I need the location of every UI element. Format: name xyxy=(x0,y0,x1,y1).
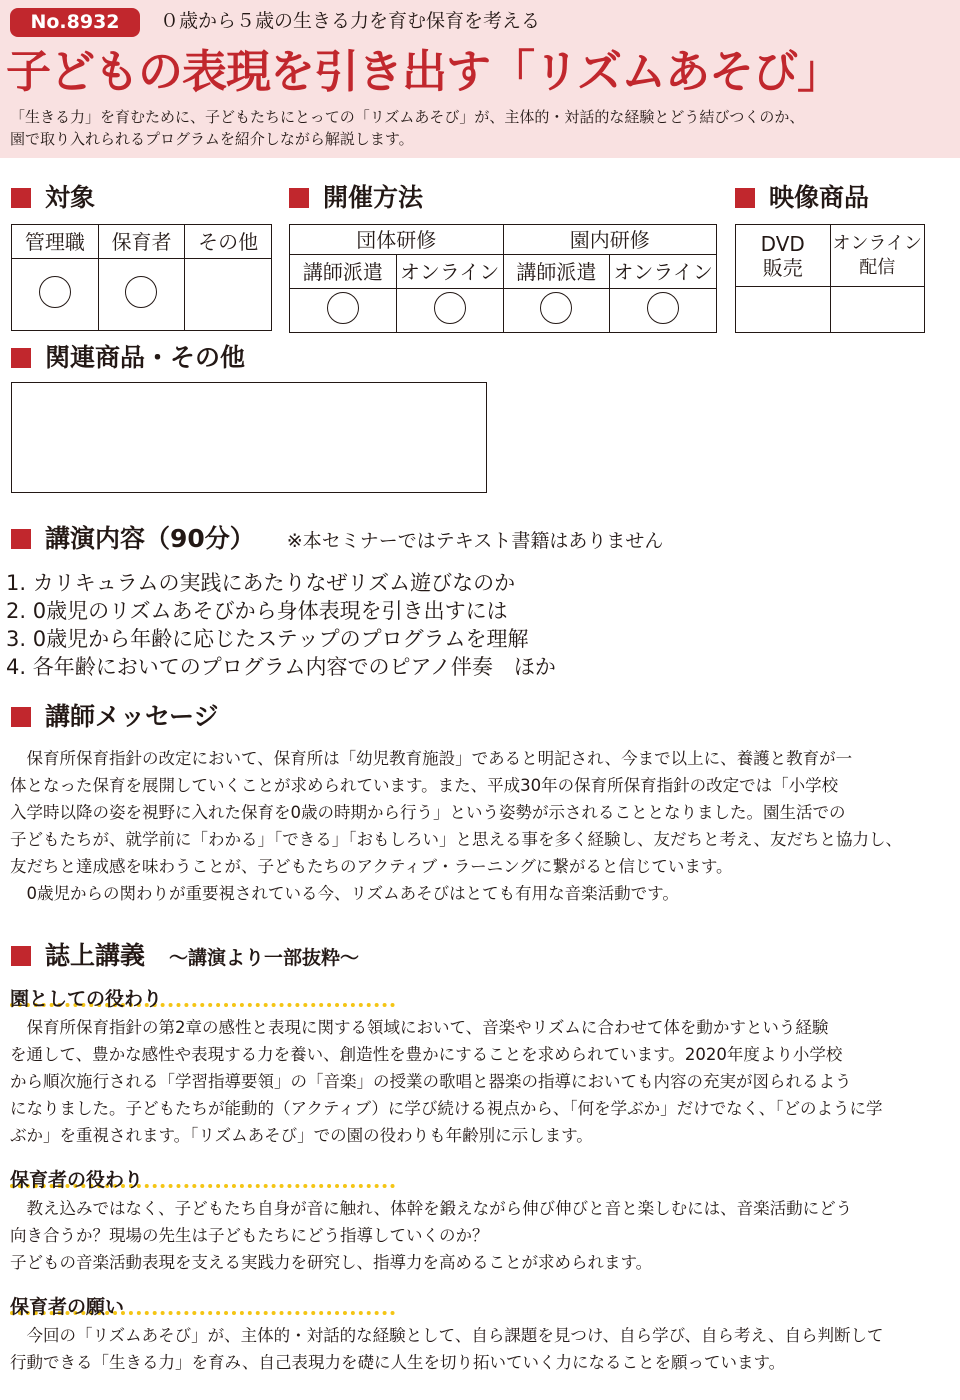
header-banner xyxy=(0,0,960,158)
target-mark-cell xyxy=(98,259,185,331)
lecture-note: ※本セミナーではテキスト書籍はありません xyxy=(286,530,664,552)
method-heading: 開催方法 xyxy=(289,182,423,214)
square-bullet-icon xyxy=(11,348,31,368)
lecture-item: 1. カリキュラムの実践にあたりなぜリズム遊びなのか xyxy=(6,571,516,595)
method-mark-cell xyxy=(610,289,717,333)
lecture-item: 4. 各年齢においてのプログラム内容でのピアノ伴奏 ほか xyxy=(6,655,556,679)
related-box xyxy=(11,382,487,493)
circle-mark-icon xyxy=(125,276,157,308)
method-mark-cell xyxy=(290,289,397,333)
lecture-item: 3. 0歳児から年齢に応じたステップのプログラムを理解 xyxy=(6,627,529,651)
method-col-header: オンライン xyxy=(610,255,717,289)
method-group-header: 団体研修 xyxy=(290,225,504,255)
target-col-header: 保育者 xyxy=(98,225,185,259)
excerpt-line: から順次施行される「学習指導要領」の「音楽」の授業の歌唱と器楽の指導においても内容の充実が図られるよう xyxy=(10,1072,852,1091)
excerpt-line: ぶか」を重視されます。「リズムあそび」での園の役わりも年齢別に示します。 xyxy=(10,1126,593,1145)
circle-mark-icon xyxy=(540,292,572,324)
message-line: 子どもたちが、就学前に「わかる」「できる」「おもしろい」と思える事を多く経験し、友だちと考え、友だちと協力し、 xyxy=(10,830,902,849)
square-bullet-icon xyxy=(11,707,31,727)
method-mark-cell xyxy=(396,289,503,333)
excerpt-line: 子どもの音楽活動表現を支える実践力を研究し、指導力を高めることが求められます。 xyxy=(10,1253,653,1272)
video-table xyxy=(735,224,925,333)
message-body xyxy=(10,745,955,907)
target-col-header: その他 xyxy=(185,225,272,259)
excerpt-line: 向き合うか？現場の先生は子どもたちにどう指導していくのか？ xyxy=(10,1226,489,1245)
video-mark-cell xyxy=(736,287,831,333)
page-title: 子どもの表現を引き出す「リズムあそび」 xyxy=(6,45,842,98)
excerpt-line: になりました。子どもたちが能動的（アクティブ）に学び続ける視点から、「何を学ぶか」だけでなく、「どのように学 xyxy=(10,1099,883,1118)
circle-mark-icon xyxy=(39,276,71,308)
excerpt-section-body xyxy=(10,1195,955,1276)
square-bullet-icon xyxy=(11,529,31,549)
square-bullet-icon xyxy=(289,188,309,208)
excerpt-line: 行動できる「生きる力」を育み、自己表現力を礎に人生を切り拓いていく力になることを願っています。 xyxy=(10,1353,786,1372)
method-col-header: 講師派遣 xyxy=(503,255,610,289)
message-line: 保育所保育指針の改定において、保育所は「幼児教育施設」であると明記され、今まで以上に、養護と教育が一 xyxy=(10,749,853,768)
lecture-item: 2. 0歳児のリズムあそびから身体表現を引き出すには xyxy=(6,599,508,623)
target-heading: 対象 xyxy=(11,182,95,214)
method-col-header: 講師派遣 xyxy=(290,255,397,289)
message-line: 入学時以降の姿を視野に入れた保育を0歳の時期から行う」という姿勢が示されることとなりました。園生活での xyxy=(10,803,846,822)
square-bullet-icon xyxy=(11,946,31,966)
intro-line: 「生きる力」を育むために、子どもたちにとっての「リズムあそび」が、主体的・対話的な経験とどう結びつくのか、 xyxy=(10,108,805,126)
method-group-header: 園内研修 xyxy=(503,225,717,255)
video-mark-cell xyxy=(830,287,925,333)
intro-line: 園で取り入れられるプログラムを紹介しながら解説します。 xyxy=(10,130,414,148)
excerpt-line: 教え込みではなく、子どもたち自身が音に触れ、体幹を鍛えながら伸び伸びと音と楽しむには、音楽活動にどう xyxy=(10,1199,853,1218)
message-heading: 講師メッセージ xyxy=(11,701,219,733)
intro-text xyxy=(10,106,950,150)
excerpt-section-body xyxy=(10,1322,955,1376)
excerpt-line: を通して、豊かな感性や表現する力を養い、創造性を豊かにすることを求められています。2020年度より小学校 xyxy=(10,1045,843,1064)
video-col-header: DVD 販売 xyxy=(736,225,831,287)
circle-mark-icon xyxy=(434,292,466,324)
target-table xyxy=(11,224,272,331)
lecture-list xyxy=(6,569,556,681)
target-mark-cell xyxy=(185,259,272,331)
target-mark-cell xyxy=(12,259,99,331)
circle-mark-icon xyxy=(647,292,679,324)
circle-mark-icon xyxy=(327,292,359,324)
excerpt-section-title: 園としての役わり xyxy=(10,987,162,1011)
message-line: 体となった保育を展開していくことが求められています。また、平成30年の保育所保育指針の改定では「小学校 xyxy=(10,776,839,795)
message-line: 友だちと達成感を味わうことが、子どもたちのアクティブ・ラーニングに繋がると信じています。 xyxy=(10,857,733,876)
video-col-header: オンライン 配信 xyxy=(830,225,925,287)
square-bullet-icon xyxy=(11,188,31,208)
video-heading: 映像商品 xyxy=(735,182,869,214)
message-line: 0歳児からの関わりが重要視されている今、リズムあそびはとても有用な音楽活動です。 xyxy=(10,884,679,903)
number-badge: No.8932 xyxy=(10,8,140,37)
excerpt-section-title: 保育者の役わり xyxy=(10,1168,143,1192)
lecture-heading: 講演内容（90分） ※本セミナーではテキスト書籍はありません xyxy=(11,523,663,557)
excerpt-line: 今回の「リズムあそび」が、主体的・対話的な経験として、自ら課題を見つけ、自ら学び、自ら考え、自ら判断して xyxy=(10,1326,884,1345)
method-table xyxy=(289,224,717,333)
related-heading: 関連商品・その他 xyxy=(11,342,245,374)
tagline: ０歳から５歳の生きる力を育む保育を考える xyxy=(160,10,541,32)
method-col-header: オンライン xyxy=(396,255,503,289)
method-mark-cell xyxy=(503,289,610,333)
excerpt-line: 保育所保育指針の第2章の感性と表現に関する領域において、音楽やリズムに合わせて体を動かすという経験 xyxy=(10,1018,829,1037)
square-bullet-icon xyxy=(735,188,755,208)
excerpt-section-title: 保育者の願い xyxy=(10,1295,124,1319)
target-col-header: 管理職 xyxy=(12,225,99,259)
excerpt-heading: 誌上講義 ～講演より一部抜粋～ xyxy=(11,940,359,974)
excerpt-subheading: ～講演より一部抜粋～ xyxy=(169,947,360,969)
excerpt-section-body xyxy=(10,1014,955,1149)
